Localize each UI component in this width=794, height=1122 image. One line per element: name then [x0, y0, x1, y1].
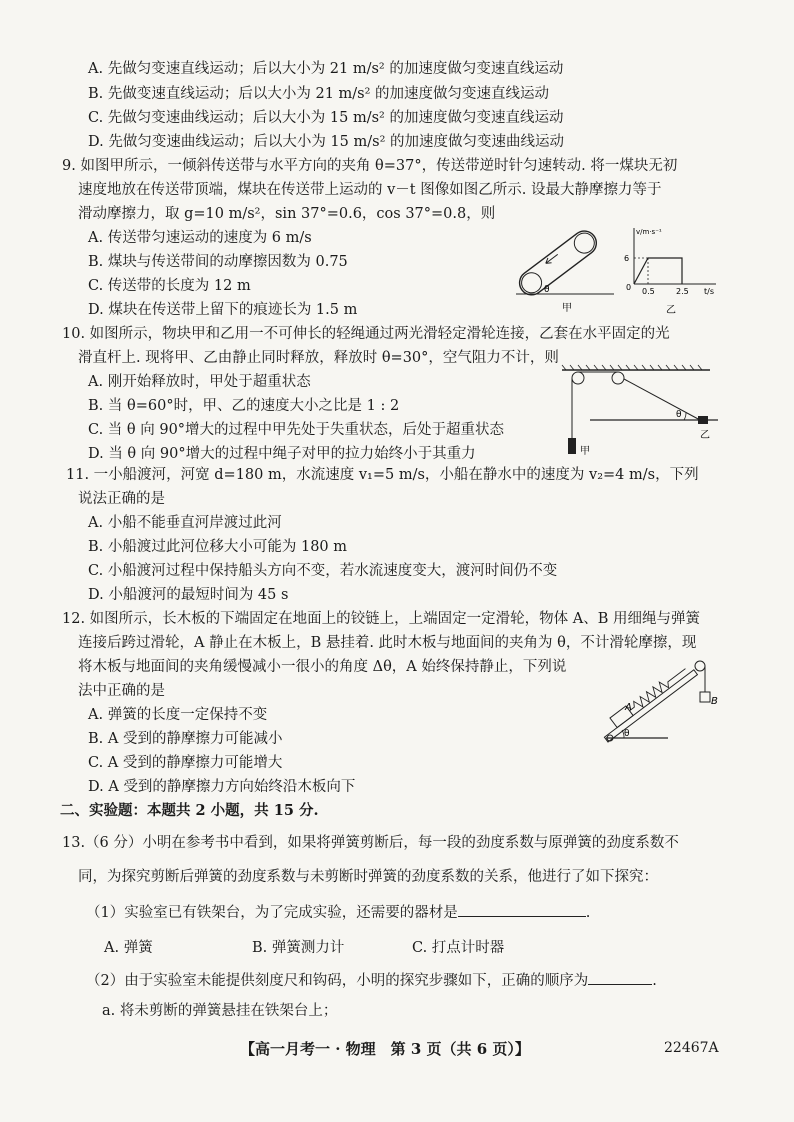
q10-pulley-figure	[560, 362, 720, 458]
q13-sub1	[86, 902, 590, 922]
q13-sub1-text: （1）实验室已有铁架台，为了完成实验，还需要的器材是	[86, 905, 458, 921]
q12-stem-line4: 法中正确的是	[78, 683, 165, 699]
q8-option-a: A. 先做匀变速直线运动；后以大小为 21 m/s² 的加速度做匀变速直线运动	[88, 61, 564, 77]
q13-sub2-answer-blank[interactable]	[588, 970, 652, 985]
q9-option-d: D. 煤块在传送带上留下的痕迹长为 1.5 m	[88, 302, 358, 318]
q9-axis-t-label: t/s	[704, 287, 714, 296]
q13-sub2-text: （2）由于实验室未能提供刻度尺和钩码，小明的探究步骤如下，正确的顺序为	[86, 973, 589, 989]
q9-axis-v-label: v/m·s⁻¹	[636, 228, 662, 236]
q9-tick-0: 0	[626, 283, 632, 292]
q11-option-d: D. 小船渡河的最短时间为 45 s	[88, 587, 289, 603]
q9-stem-line1: 9. 如图甲所示，一倾斜传送带与水平方向的夹角 θ=37°，传送带逆时针匀速转动. 将一煤块无初	[62, 158, 678, 174]
q9-tick-05: 0.5	[642, 287, 655, 296]
q9-figure-yi-label: 乙	[666, 305, 676, 316]
q9-option-a: A. 传送带匀速运动的速度为 6 m/s	[88, 230, 312, 246]
q13-option-c: C. 打点计时器	[412, 940, 505, 956]
q13-sub1-answer-blank[interactable]	[458, 902, 586, 917]
q9-stem-line3: 滑动摩擦力，取 g=10 m/s²，sin 37°=0.6，cos 37°=0.8，则	[78, 206, 496, 222]
q10-theta-label: θ	[676, 410, 682, 420]
q9-tick-6: 6	[624, 254, 630, 263]
q11-option-c: C. 小船渡河过程中保持船头方向不变，若水流速度变大，渡河时间仍不变	[88, 563, 558, 579]
q8-option-c: C. 先做匀变速曲线运动；后以大小为 15 m/s² 的加速度做匀变速直线运动	[88, 110, 564, 126]
q9-option-c: C. 传送带的长度为 12 m	[88, 278, 251, 294]
q9-option-b: B. 煤块与传送带间的动摩擦因数为 0.75	[88, 254, 348, 270]
q12-option-c: C. A 受到的静摩擦力可能增大	[88, 755, 283, 771]
q12-stem-line1: 12. 如图所示，长木板的下端固定在地面上的铰链上，上端固定一定滑轮，物体 A、B 用细绳与弹簧	[62, 611, 701, 627]
q13-option-b: B. 弹簧测力计	[252, 940, 345, 956]
q13-step-a: a. 将未剪断的弹簧悬挂在铁架台上；	[102, 1003, 338, 1019]
q10-option-a: A. 刚开始释放时，甲处于超重状态	[88, 374, 311, 390]
q12-option-d: D. A 受到的静摩擦力方向始终沿木板向下	[88, 779, 356, 795]
q8-option-b: B. 先做变速直线运动；后以大小为 21 m/s² 的加速度做匀变速直线运动	[88, 86, 550, 102]
q10-figure-jia-label: 甲	[580, 446, 590, 457]
q11-option-a: A. 小船不能垂直河岸渡过此河	[88, 515, 282, 531]
q12-theta-label: θ	[624, 729, 630, 739]
page-footer-code: 22467A	[664, 1040, 719, 1056]
section-2-heading: 二、实验题：本题共 2 小题，共 15 分.	[60, 802, 319, 819]
q12-option-b: B. A 受到的静摩擦力可能减小	[88, 731, 283, 747]
q9-conveyor-figure	[510, 222, 620, 314]
q11-stem-line2: 说法正确的是	[78, 491, 165, 507]
q9-stem-line2: 速度地放在传送带顶端，煤块在传送带上运动的 v－t 图像如图乙所示. 设最大静摩擦力等于	[78, 182, 662, 198]
q9-theta-label: θ	[544, 285, 550, 295]
page-footer-title: 【高一月考一 · 物理 第 3 页（共 6 页）】	[240, 1040, 530, 1058]
q12-option-a: A. 弹簧的长度一定保持不变	[88, 707, 268, 723]
q12-stem-line2: 连接后跨过滑轮，A 静止在木板上，B 悬挂着. 此时木板与地面间的夹角为 θ，不计滑轮摩擦，现	[78, 635, 697, 651]
q10-option-c: C. 当 θ 向 90°增大的过程中甲先处于失重状态，后处于超重状态	[88, 422, 505, 438]
q13-sub1-end: .	[585, 905, 591, 921]
q11-option-b: B. 小船渡过此河位移大小可能为 180 m	[88, 539, 348, 555]
q11-stem-line1: 11. 一小船渡河，河宽 d=180 m，水流速度 v₁=5 m/s，小船在静水中的速度为 v₂=4 m/s，下列	[66, 467, 699, 483]
q13-option-a: A. 弹簧	[104, 940, 153, 956]
q13-stem-line1: 13.（6 分）小明在参考书中看到，如果将弹簧剪断后，每一段的劲度系数与原弹簧的劲度系数不	[62, 835, 679, 851]
q12-label-b: B	[711, 696, 718, 707]
q9-figure-jia-label: 甲	[562, 303, 572, 314]
q9-vt-graph	[620, 224, 720, 316]
q10-stem-line2: 滑直杆上. 现将甲、乙由静止同时释放，释放时 θ=30°，空气阻力不计，则	[78, 350, 559, 366]
q13-sub2	[86, 970, 657, 990]
q12-incline-figure	[600, 652, 720, 748]
q9-tick-25: 2.5	[676, 287, 689, 296]
q10-stem-line1: 10. 如图所示，物块甲和乙用一不可伸长的轻绳通过两光滑轻定滑轮连接，乙套在水平固定的光	[62, 326, 670, 342]
q10-option-d: D. 当 θ 向 90°增大的过程中绳子对甲的拉力始终小于其重力	[88, 446, 476, 462]
q8-option-d: D. 先做匀变速曲线运动；后以大小为 15 m/s² 的加速度做匀变速曲线运动	[88, 134, 564, 150]
q12-label-a: A	[625, 702, 632, 713]
q10-figure-yi-label: 乙	[700, 430, 710, 441]
q13-sub2-end: .	[652, 973, 657, 989]
q12-stem-line3: 将木板与地面间的夹角缓慢减小一很小的角度 Δθ，A 始终保持静止，下列说	[78, 659, 567, 675]
q13-stem-line2: 同，为探究剪断后弹簧的劲度系数与未剪断时弹簧的劲度系数的关系，他进行了如下探究：	[78, 869, 658, 885]
q10-option-b: B. 当 θ=60°时，甲、乙的速度大小之比是 1 : 2	[88, 398, 400, 414]
